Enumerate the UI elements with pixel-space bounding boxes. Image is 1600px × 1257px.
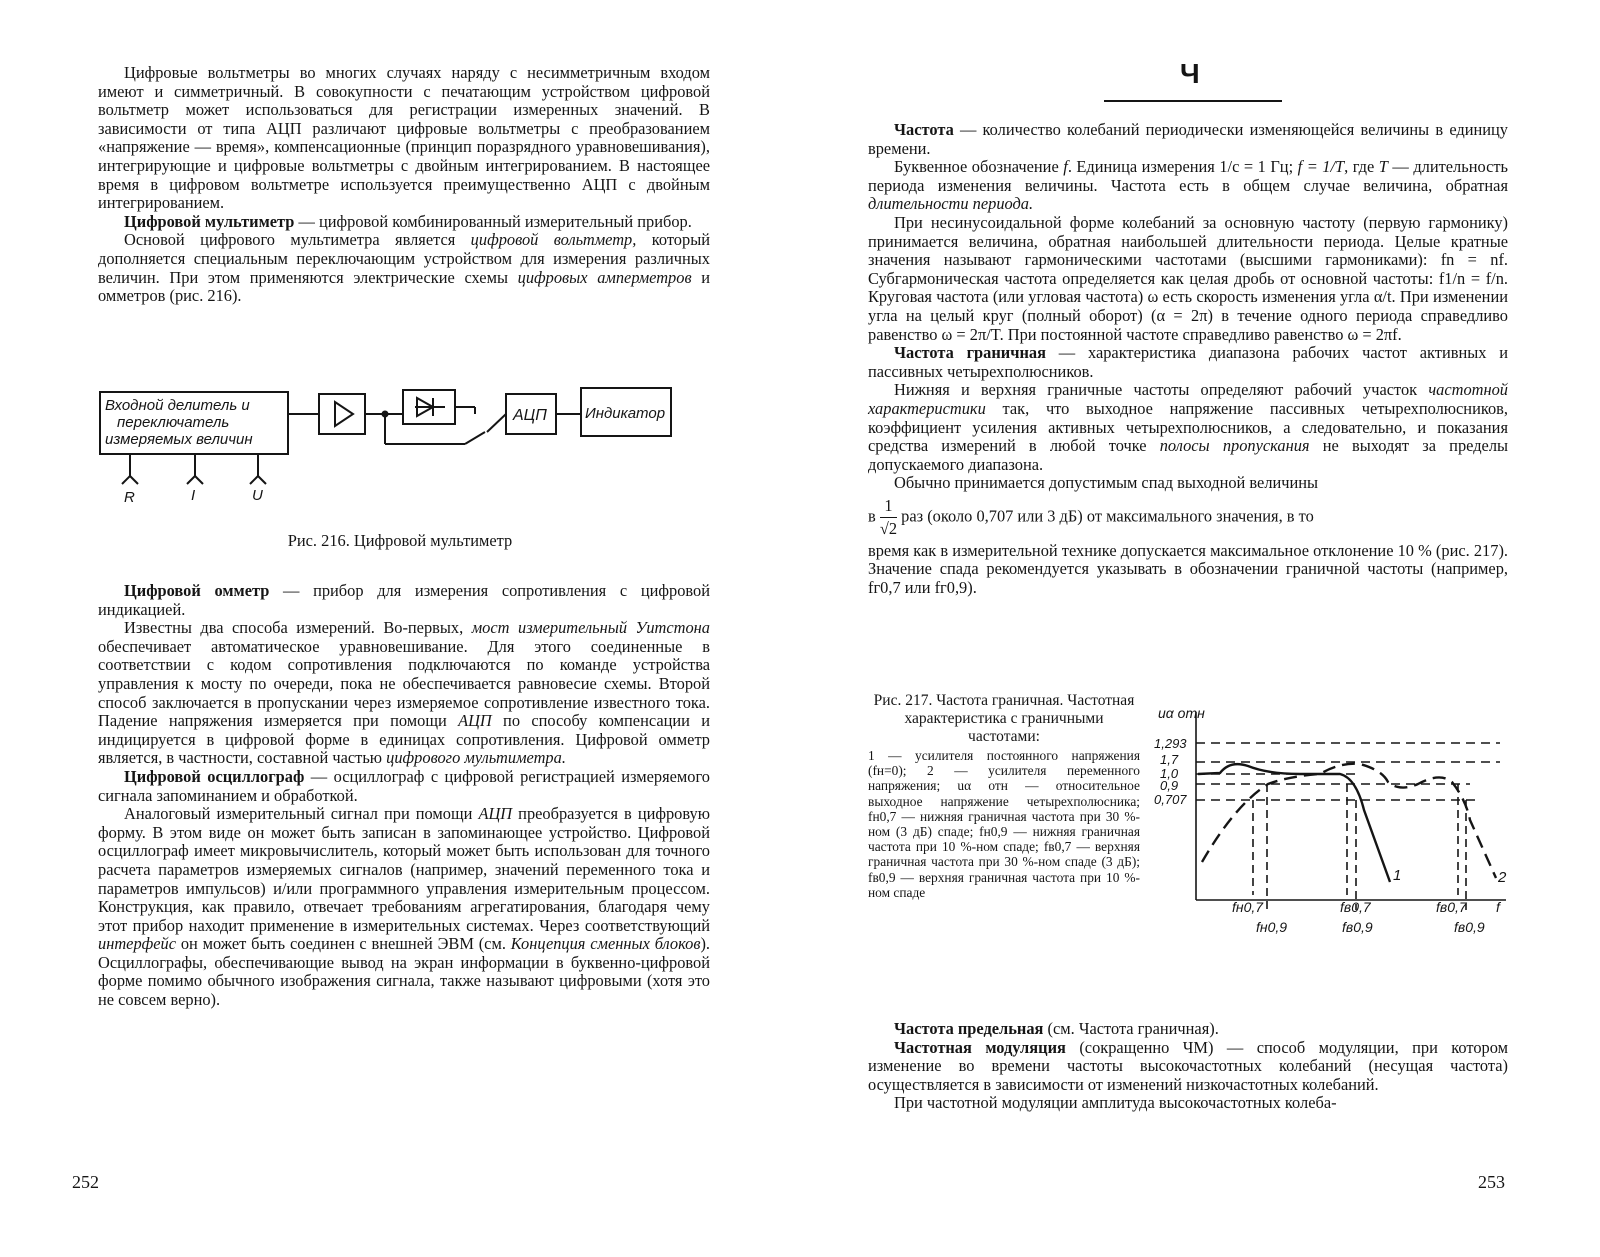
paragraph-boundary: Частота граничная — характеристика диапазона рабочих частот активных и пассивных четырехполюсников. [868, 343, 1509, 381]
paragraph-frequency-notation: Буквенное обозначение f. Единица измерения 1/с = 1 Гц; f = 1/T, где T — длительность периода изменения величины. Частота есть в общем случае величина, обратная длительности периода. [868, 157, 1508, 214]
paragraph-ohmmeter-methods: Известны два способа измерений. Во-первых, мост измерительный Уитстона обеспечивает автоматическое уравновешивание. Для этого соединенные в соответствии с кодом сопротивления подключаются по команде устройства управления к мосту по очереди, пока не обеспечивается равновесие схемы. Второй способ заключается в пропускании через измеряемое сопротивление известного тока. Падение напряжения измеряется при помощи АЦП по способу компенсации и индицируется в цифровой форме в единицах сопротивления. Цифровой омметр является, в частности, составной частью цифрового мультиметра. [98, 618, 711, 768]
input-r-label: R [124, 489, 135, 505]
block1-line2: переключатель [117, 414, 230, 431]
fraction-one-over-sqrt2: $\frac{1}{√2}$ [879, 495, 898, 538]
y-tick-09: 0,9 [1160, 778, 1179, 793]
amplifier-block [319, 394, 365, 434]
section-letter-rule [1104, 100, 1282, 102]
paragraph-oscillograph: Цифровой осциллограф — осциллограф с цифровой регистрацией измеряемого сигнала запоминанием и обработкой. [98, 766, 711, 805]
term-multimeter: Цифровой мультиметр [124, 211, 295, 231]
block1-line3: измеряемых величин [105, 431, 253, 448]
multimeter-block-diagram [95, 380, 685, 505]
right-text-top [868, 121, 1508, 598]
paragraph-boundary-deviation: время как в измерительной технике допускается максимальное отклонение 10 % (рис. 217). Значение спада рекомендуется указывать в обозначении граничной частоты (например, fг0,7 или fг0,9). [868, 540, 1508, 598]
x-tick-fn07: fн0,7 [1232, 899, 1264, 915]
page-number-right: 253 [1478, 1172, 1505, 1192]
y-tick-1293: 1,293 [1154, 736, 1187, 751]
figure-217-legend: 1 — усилителя постоянного напряжения (fн=0); 2 — усилителя переменного напряжения; uα отн — относительное выходное напряжение четырехполюсника; fн0,7 — нижняя граничная частота при 30 %-ном (3 дБ) спаде; fн0,9 — нижняя граничная частота при 10 %-ном спаде; fв0,7 — верхняя граничная частота при 30 %-ном спаде (3 дБ); fв0,9 — верхняя граничная частота при 10 %-ном спаде [868, 748, 1140, 900]
input-u-label: U [252, 487, 263, 504]
page-number-left: 252 [72, 1172, 99, 1192]
indicator-label: Индикатор [585, 405, 666, 422]
left-text-bottom [98, 582, 710, 1010]
curve-2-label: 2 [1498, 869, 1507, 886]
paragraph-boundary-drop: Обычно принимается допустимым спад выходной величины [894, 473, 1319, 493]
block1-line1: Входной делитель и [105, 397, 250, 414]
x-tick-fv09-2: fв0,9 [1454, 919, 1485, 935]
x-tick-fn09: fн0,9 [1256, 919, 1288, 935]
y-axis-label: uα отн [1158, 705, 1205, 721]
paragraph-boundary-range: Нижняя и верхняя граничные частоты определяют рабочий участок частотной характеристики так, что выходное напряжение пассивных четырехполюсников, коэффициент усиления активных четырехполюсников, а следовательно, и показания средства измерений в любой точке полосы пропускания не выходят за пределы допускаемого диапазона. [868, 380, 1509, 474]
paragraph-voltmeters: Цифровые вольтметры во многих случаях наряду с несимметричным входом имеют и симметричный. В совокупности с печатающим устройством цифровой вольтметр может использоваться для регистрации измеренных значений. В зависимости от типа АЦП различают цифровые вольтметры с преобразованием «напряжение — время», компенсационные (принцип поразрядного уравновешивания), интегрирующие и цифровые вольтметры с двойным интегрированием. В настоящее время в цифровом вольтметре используется преимущественно АЦП с двойным интегрированием. [98, 63, 710, 213]
figure-217-title: Рис. 217. Частота граничная. Частотная характеристика с граничными частотами: [873, 692, 1135, 745]
y-tick-17: 1,7 [1160, 752, 1179, 767]
paragraph-harmonics: При несинусоидальной форме колебаний за основную частоту (первую гармонику) принимается величина, обратная наибольшей длительности периода. Целые кратные значения называют гармоническими частотами (высшими гармониками): fn = nf. Субгармоническая частота определяется как целая дробь от основной частоты: f1/n = f/n. Круговая частота (или угловая частота) ω есть скорость изменения угла α/t. При изменении угла на целый круг (полный оборот) (α = 2π) в течение одного периода справедливо равенство ω = 2π/T. При постоянной частоте справедливо равенство ω = 2πf. [868, 212, 1508, 344]
x-tick-fv07-1: fв0,7 [1340, 899, 1371, 915]
curve-1-label: 1 [1393, 867, 1402, 884]
y-tick-10: 1,0 [1160, 766, 1179, 781]
paragraph-multimeter: Цифровой мультиметр — цифровой комбинированный измерительный прибор. [124, 211, 692, 231]
x-tick-f: f [1496, 899, 1500, 915]
paragraph-boundary-fraction: в $\frac{1}{√2}$ раз (около 0,707 или 3 дБ) от максимального значения, в то [868, 495, 1314, 538]
figure-216-caption: Рис. 216. Цифровой мультиметр [287, 531, 513, 550]
input-i-label: I [191, 487, 196, 504]
paragraph-ohmmeter: Цифровой омметр — прибор для измерения сопротивления с цифровой индикацией. [98, 581, 710, 619]
paragraph-limit-frequency: Частота предельная (см. Частота граничная). [894, 1019, 1219, 1038]
frequency-response-chart [1150, 700, 1520, 950]
section-letter: Ч [1180, 58, 1200, 89]
x-tick-fv09-1: fв0,9 [1342, 919, 1373, 935]
y-tick-0707: 0,707 [1154, 792, 1187, 807]
paragraph-oscillograph-details: Аналоговый измерительный сигнал при помощи АЦП преобразуется в цифровую форму. В этом виде он может быть записан в запоминающее устройство. Цифровой осциллограф имеет микровычислитель, который может быть использован для точного расчета параметров измеряемых сигналов (например, значений переменного тока и параметров импульсов) и/или программного управления измерительным процессом. Конструкция, как правило, отвечает требованиям агрегатирования, благодаря чему этот прибор находит применение в измерительных системах. Через соответствующий интерфейс он может быть соединен с внешней ЭВМ (см. Концепция сменных блоков). Осциллографы, обеспечивающие вывод на экран информации в буквенно-цифровой форме помимо обычного изображения сигнала, также называют цифровыми (хотя это не совсем верно). [98, 804, 710, 1010]
paragraph-frequency: Частота — количество колебаний периодически изменяющейся величины в единицу времени. [868, 120, 1508, 158]
figure-217-caption [868, 692, 1140, 900]
x-tick-fv07-2: fв0,7 [1436, 899, 1467, 915]
curve-2 [1202, 764, 1496, 878]
paragraph-modulation-amplitude: При частотной модуляции амплитуда высокочастотных колеба- [894, 1093, 1337, 1113]
paragraph-modulation: Частотная модуляция (сокращенно ЧМ) — способ модуляции, при котором изменение во времени частоты высокочастотных колебаний (несущая частота) осуществляется в зависимости от изменений низкочастотных колебаний. [868, 1037, 1508, 1094]
right-text-bottom [868, 1020, 1508, 1113]
left-text-top [98, 64, 710, 306]
paragraph-multimeter-basis: Основой цифрового мультиметра является цифровой вольтметр, который дополняется специальным переключающим устройством для измерения различных величин. При этом применяются электрические схемы цифровых амперметров и омметров (рис. 216). [98, 230, 710, 306]
adc-label: АЦП [513, 407, 547, 424]
